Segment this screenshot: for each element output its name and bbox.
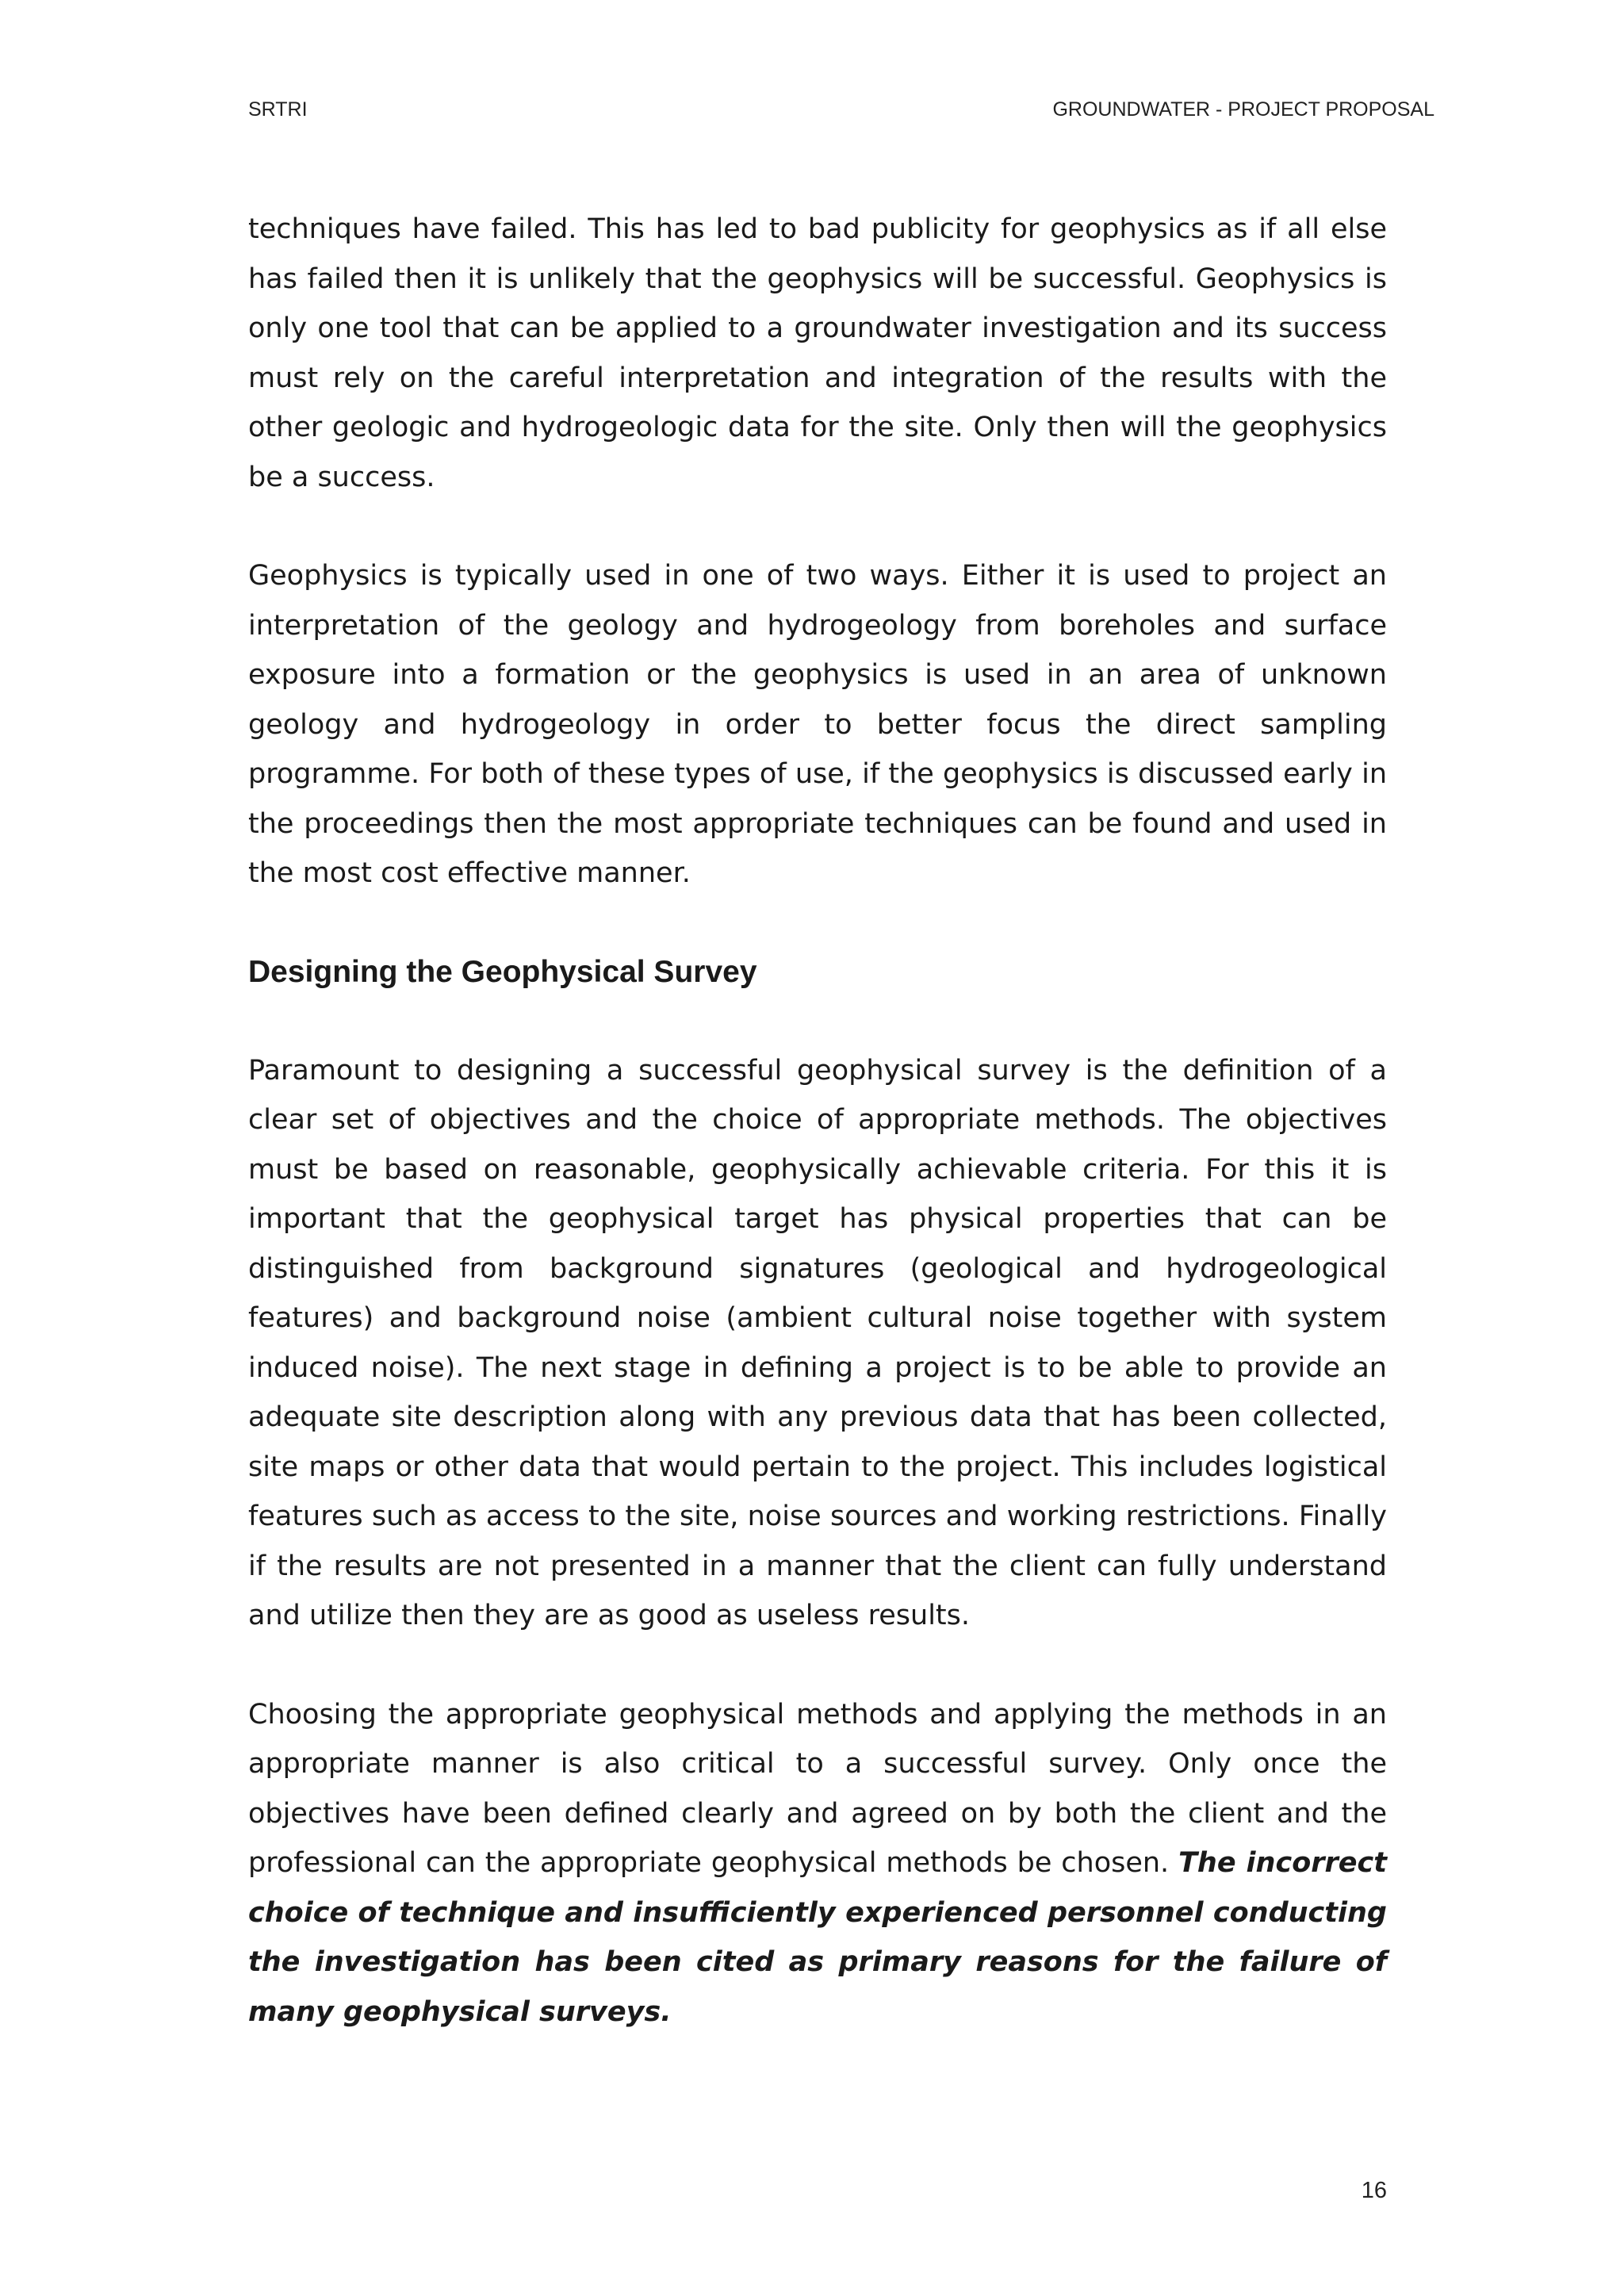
paragraph-method-choice <box>248 1690 1387 2037</box>
paragraph-continuation: techniques have failed. This has led to bad publicity for geophysics as if all else has failed then it is unlikely that the geophysics will be successful. Geophysics is only one tool that can be applied to a groundwater investigation and its success must rely on the careful interpretation and integration of the results with the other geologic and hydrogeologic data for the site. Only then will the geophysics be a success. <box>248 213 1387 493</box>
section-heading: Designing the Geophysical Survey <box>248 954 757 989</box>
paragraph-method-choice-text: Choosing the appropriate geophysical methods and applying the methods in an appropriate manner is also critical to a successful survey. Only once the objectives have been defined clearly and agreed on by both the client and the professional can the appropriate geophysical methods be chosen. <box>248 1698 1387 1879</box>
emphasized-statement: The incorrect choice of technique and insufficiently experienced personnel conducting the investigation has been cited as primary reasons for the failure of many geophysical surveys. <box>248 1847 1387 2028</box>
header-document-title: GROUNDWATER - PROJECT PROPOSAL <box>1052 98 1434 121</box>
paragraph-geophysics-usage: Geophysics is typically used in one of two ways. Either it is used to project an interpretation of the geology and hydrogeology from boreholes and surface exposure into a formation or the geophysics is used in an area of unknown geology and hydrogeology in order to better focus the direct sampling programme. For both of these types of use, if the geophysics is discussed early in the proceedings then the most appropriate techniques can be found and used in the most cost effective manner. <box>248 560 1387 889</box>
header-organization: SRTRI <box>248 98 308 121</box>
paragraph-survey-objectives: Paramount to designing a successful geophysical survey is the definition of a clear set of objectives and the choice of appropriate methods. The objectives must be based on reasonable, geophysically achievable criteria. For this it is important that the geophysical target has physical properties that can be distinguished from background signatures (geological and hydrogeological features) and background noise (ambient cultural noise together with system induced noise). The next stage in defining a project is to be able to provide an adequate site description along with any previous data that has been collected, site maps or other data that would pertain to the project. This includes logistical features such as access to the site, noise sources and working restrictions. Finally if the results are not presented in a manner that the client can fully understand and utilize then they are as good as useless results. <box>248 1054 1387 1631</box>
page-header <box>248 98 1434 125</box>
document-body <box>248 205 1387 2037</box>
page-number: 16 <box>1361 2178 1387 2203</box>
